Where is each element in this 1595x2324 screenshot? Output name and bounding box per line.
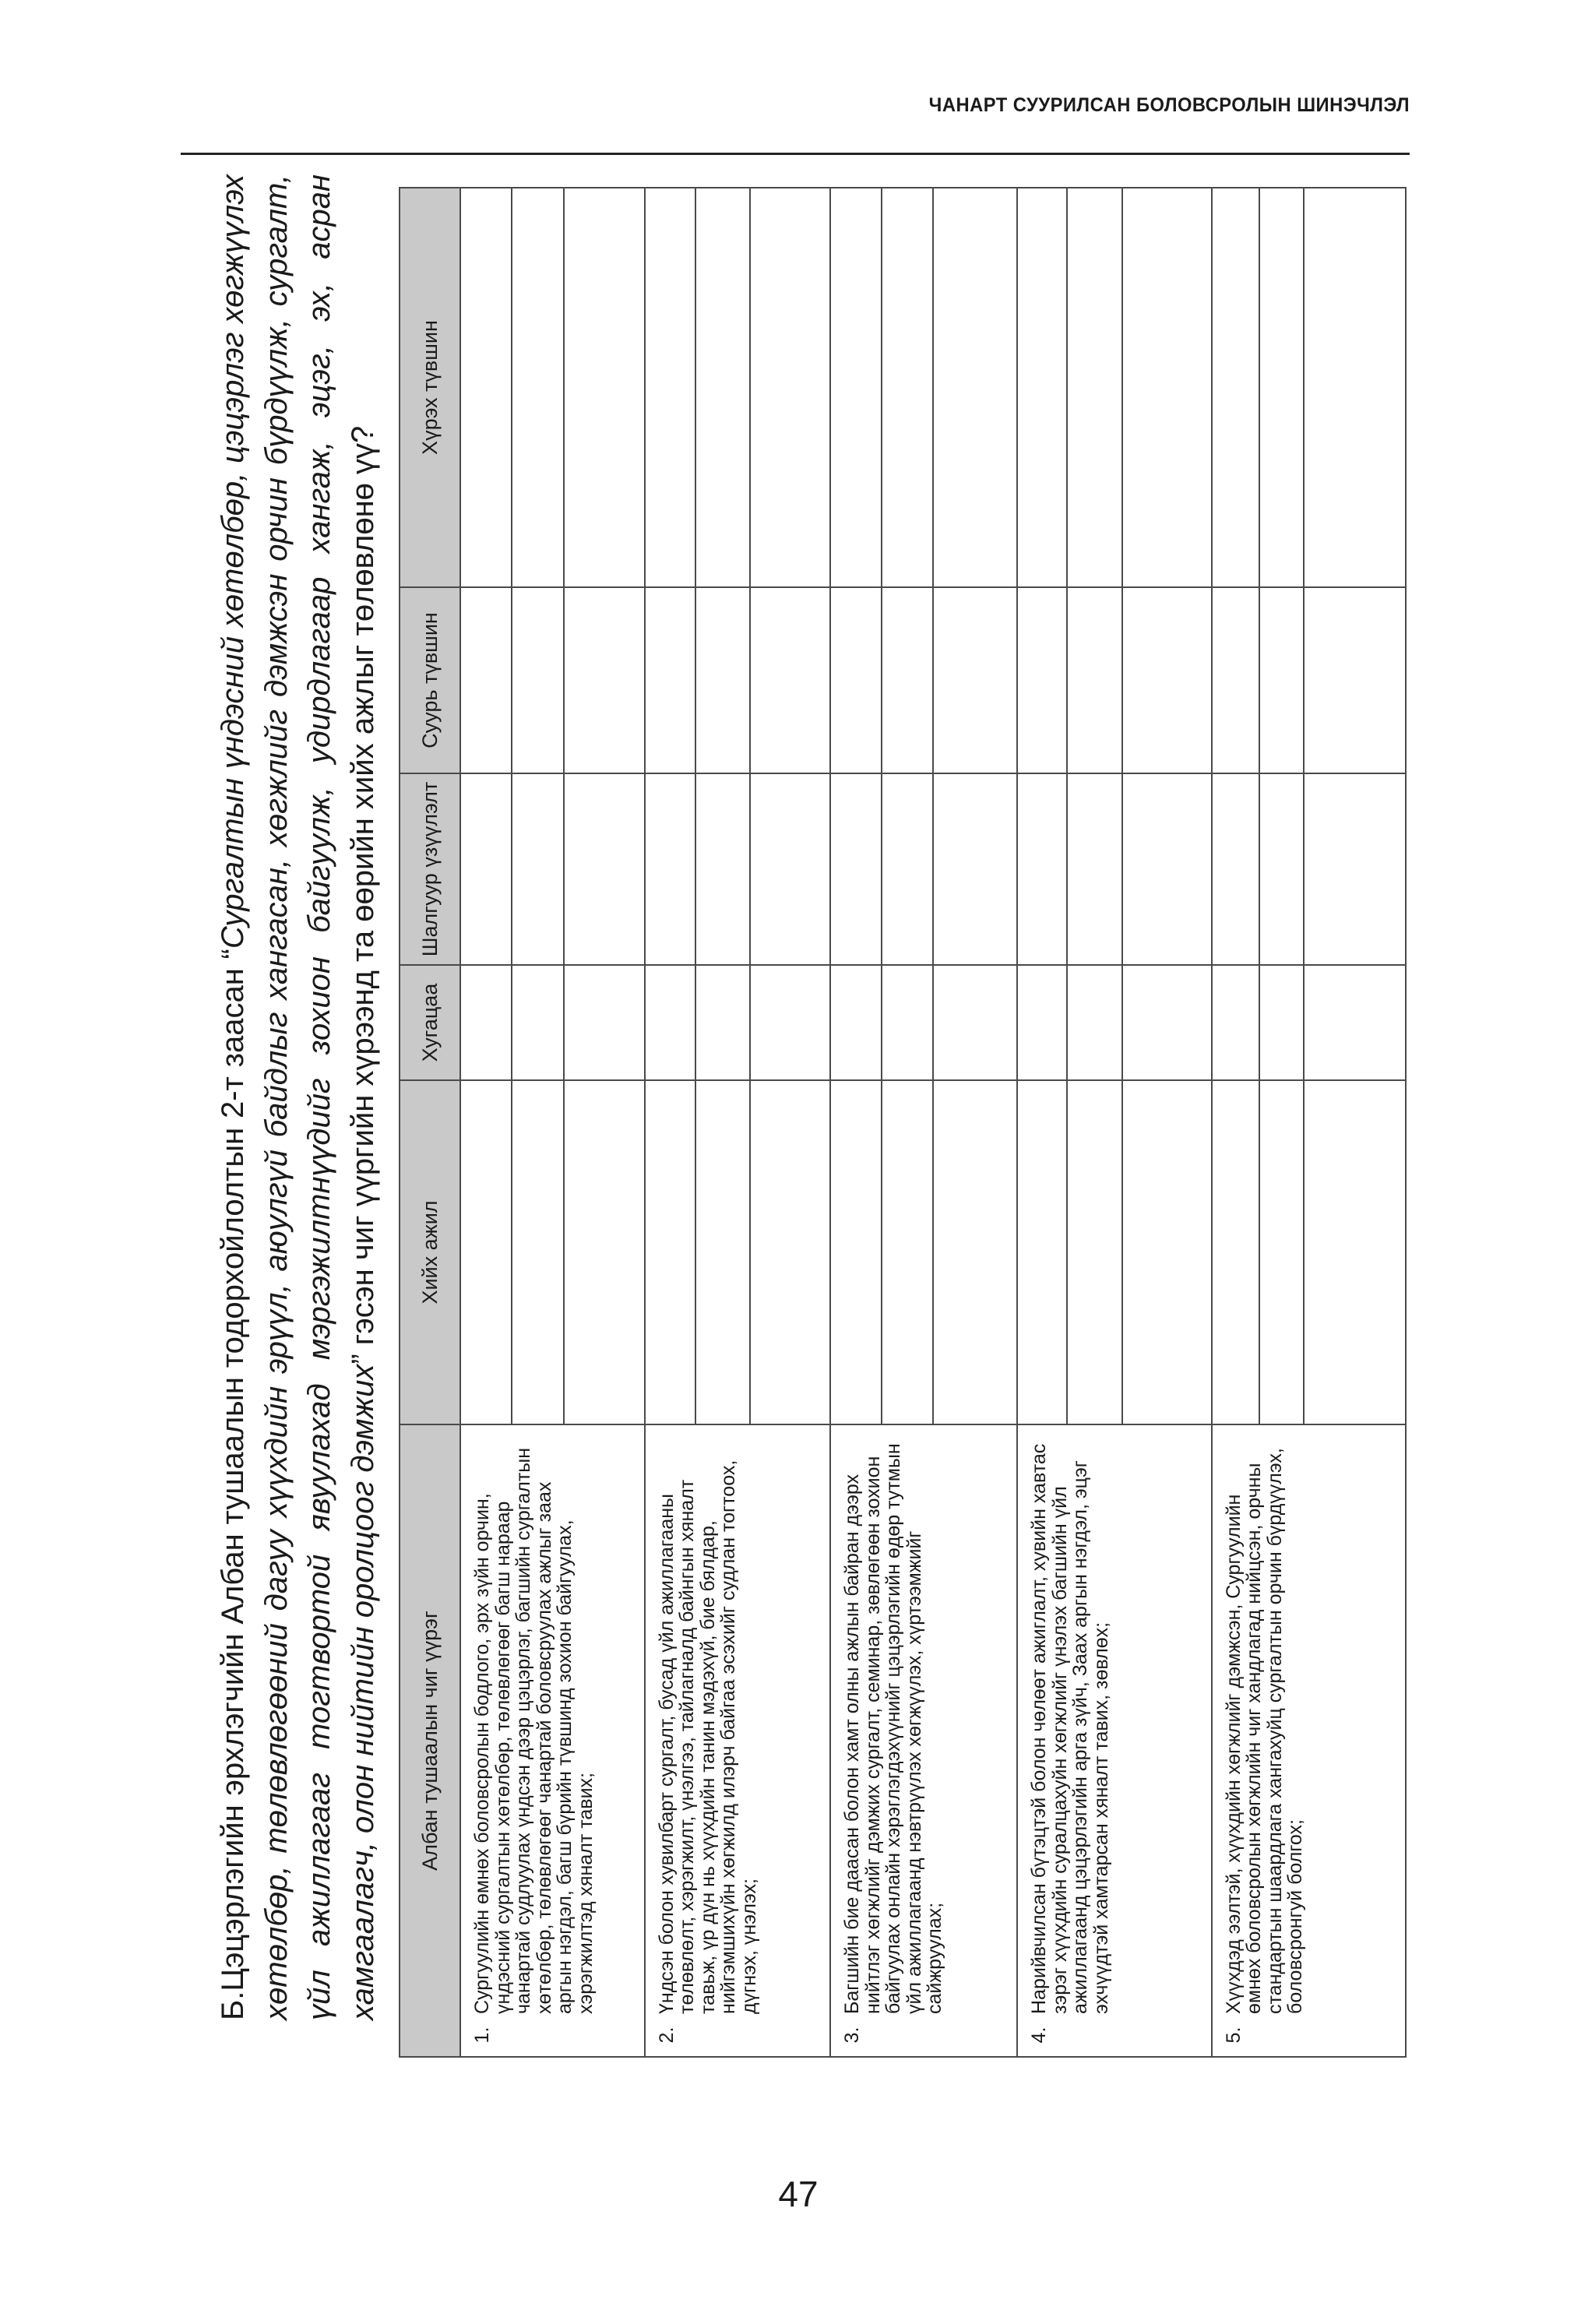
table-row <box>645 188 696 2057</box>
work-cell[interactable] <box>645 1080 696 1424</box>
criteria-cell[interactable] <box>564 773 645 965</box>
table-header-row <box>400 188 460 2057</box>
criteria-cell[interactable] <box>1212 773 1259 965</box>
criteria-cell[interactable] <box>1122 773 1211 965</box>
duty-number: 3. <box>841 2026 864 2044</box>
base-level-cell[interactable] <box>750 587 831 773</box>
target-level-cell[interactable] <box>933 188 1017 587</box>
table-row <box>460 188 512 2057</box>
criteria-cell[interactable] <box>882 773 933 965</box>
criteria-cell[interactable] <box>1259 773 1305 965</box>
criteria-cell[interactable] <box>695 773 749 965</box>
work-cell[interactable] <box>750 1080 831 1424</box>
deadline-cell[interactable] <box>1212 965 1259 1080</box>
running-head: ЧАНАРТ СУУРИЛСАН БОЛОВСРОЛЫН ШИНЭЧЛЭЛ <box>928 94 1410 116</box>
target-level-cell[interactable] <box>1259 188 1305 587</box>
base-level-cell[interactable] <box>1017 587 1066 773</box>
work-cell[interactable] <box>564 1080 645 1424</box>
header-work: Хийх ажил <box>400 1080 460 1424</box>
work-cell[interactable] <box>512 1080 564 1424</box>
deadline-cell[interactable] <box>750 965 831 1080</box>
base-level-cell[interactable] <box>830 587 882 773</box>
criteria-cell[interactable] <box>645 773 696 965</box>
criteria-cell[interactable] <box>1067 773 1123 965</box>
table-body <box>460 188 1406 2057</box>
target-level-cell[interactable] <box>695 188 749 587</box>
base-level-cell[interactable] <box>1067 587 1123 773</box>
page-number: 47 <box>778 2174 819 2214</box>
criteria-cell[interactable] <box>1017 773 1066 965</box>
header-duty: Албан тушаалын чиг үүрэг <box>400 1424 460 2057</box>
deadline-cell[interactable] <box>830 965 882 1080</box>
deadline-cell[interactable] <box>933 965 1017 1080</box>
duty-cell <box>460 1424 645 2057</box>
target-level-cell[interactable] <box>1212 188 1259 587</box>
base-level-cell[interactable] <box>1259 587 1305 773</box>
deadline-cell[interactable] <box>564 965 645 1080</box>
work-cell[interactable] <box>460 1080 512 1424</box>
intro-paragraph <box>212 174 385 2020</box>
base-level-cell[interactable] <box>933 587 1017 773</box>
intro-tail: ” гэсэн чиг үүргийн хүрээнд та өөрийн хийх ажлыг төлөвлөнө үү? <box>345 425 380 1364</box>
criteria-cell[interactable] <box>1304 773 1406 965</box>
criteria-cell[interactable] <box>830 773 882 965</box>
header-criteria: Шалгуур үзүүлэлт <box>400 773 460 965</box>
work-cell[interactable] <box>933 1080 1017 1424</box>
deadline-cell[interactable] <box>1067 965 1123 1080</box>
header-target-level: Хүрэх түвшин <box>400 188 460 587</box>
duty-number: 4. <box>1028 2026 1051 2044</box>
duty-number: 5. <box>1222 2026 1245 2044</box>
planning-table <box>399 187 1407 2058</box>
base-level-cell[interactable] <box>512 587 564 773</box>
target-level-cell[interactable] <box>1304 188 1406 587</box>
deadline-cell[interactable] <box>1304 965 1406 1080</box>
duty-cell <box>1017 1424 1211 2057</box>
duty-cell <box>645 1424 831 2057</box>
duty-number: 2. <box>655 2026 678 2044</box>
work-cell[interactable] <box>1304 1080 1406 1424</box>
target-level-cell[interactable] <box>1017 188 1066 587</box>
duty-text: Хүүхдэд ээлтэй, хүүхдийн хөгжлийг дэмжсэн, Сургуулийн өмнөх боловсролын хөгжлийн чиг хандлагад нийцсэн, орчны стандартын шаардлага хангахуйц сургалтын орчин бүрдүүлэх, боловсронгуй болгох; <box>1222 1448 1307 2014</box>
target-level-cell[interactable] <box>882 188 933 587</box>
work-cell[interactable] <box>882 1080 933 1424</box>
target-level-cell[interactable] <box>830 188 882 587</box>
duty-number: 1. <box>471 2026 493 2044</box>
work-cell[interactable] <box>1212 1080 1259 1424</box>
table-row <box>1017 188 1066 2057</box>
deadline-cell[interactable] <box>645 965 696 1080</box>
target-level-cell[interactable] <box>1122 188 1211 587</box>
deadline-cell[interactable] <box>1122 965 1211 1080</box>
intro-emphasis: Сургалтын үндэсний хөтөлбөр, цэцэрлэг хөгжүүлэх хөтөлбөр, төлөвлөгөөний дагуу хүүхдийн эрүүл, аюулгүй байдлыг хангасан, хөгжлийг дэмжсэн орчин бүрдүүлж, сургалт, үйл ажиллагааг тогтвортой явуулахад мэргэжилтнүүдийг зохион байгуулж, удирдлагаар хангаж, эцэг, эх, асран хамгаалагч, олон нийтийн оролцоог дэмжих <box>216 174 380 2020</box>
work-cell[interactable] <box>830 1080 882 1424</box>
work-cell[interactable] <box>1067 1080 1123 1424</box>
deadline-cell[interactable] <box>1017 965 1066 1080</box>
duty-cell <box>1212 1424 1406 2057</box>
deadline-cell[interactable] <box>460 965 512 1080</box>
criteria-cell[interactable] <box>933 773 1017 965</box>
base-level-cell[interactable] <box>1304 587 1406 773</box>
rotated-page-content <box>181 174 1410 2058</box>
header-rule <box>181 153 1410 155</box>
duty-cell <box>830 1424 1017 2057</box>
base-level-cell[interactable] <box>695 587 749 773</box>
work-cell[interactable] <box>695 1080 749 1424</box>
header-base-level: Суурь түвшин <box>400 587 460 773</box>
duty-text: Сургуулийн өмнөх боловсролын бодлого, эрх зүйн орчин, үндэсний сургалтын хөтөлбөр, төлөвлөгөөг багш нараар чанартай судлуулах үндсэн дээр цэцэрлэг, багшийн сургалтын хөтөлбөр, төлөвлөгөөг чанартай боловсруулах ажлыг заах аргын нэгдэл, багш бүрийн түвшинд зохион байгуулах, хэрэгжилтэд хяналт тавих; <box>471 1447 597 2014</box>
criteria-cell[interactable] <box>512 773 564 965</box>
intro-lead: Б.Цэцэрлэгийн эрхлэгчийн Албан тушаалын тодорхойлолтын 2-т заасан “ <box>216 949 250 2020</box>
duty-text: Нарийвчилсан бүтэцтэй болон чөлөөт ажиглалт, хувийн хавтас зэрэг хүүхдийн суралцахуйн хөгжлийг үнэлэх багшийн үйл ажиллагаанд цэцэрлэгийн арга зүйч, Заах аргын нэгдэл, эцэг эхчүүдтэй хамтарсан хяналт тавих, зөвлөх; <box>1028 1443 1112 2014</box>
deadline-cell[interactable] <box>695 965 749 1080</box>
base-level-cell[interactable] <box>1122 587 1211 773</box>
target-level-cell[interactable] <box>564 188 645 587</box>
deadline-cell[interactable] <box>1259 965 1305 1080</box>
deadline-cell[interactable] <box>512 965 564 1080</box>
work-cell[interactable] <box>1259 1080 1305 1424</box>
base-level-cell[interactable] <box>564 587 645 773</box>
duty-text: Үндсэн болон хувилбарт сургалт, бусад үйл ажиллагааны төлөвлөлт, хэрэгжилт, үнэлгээ, тайлагналд байнгын хяналт тавьж, үр дүн нь хүүхдийн танин мэдэхүй, бие бялдар, нийгэмшихүйн хөгжилд илэрч байгаа эсэхийг судлан тогтоох, дүгнэх, үнэлэх; <box>655 1460 760 2014</box>
base-level-cell[interactable] <box>882 587 933 773</box>
work-cell[interactable] <box>1017 1080 1066 1424</box>
header-deadline: Хугацаа <box>400 965 460 1080</box>
target-level-cell[interactable] <box>512 188 564 587</box>
table-row <box>1212 188 1259 2057</box>
criteria-cell[interactable] <box>460 773 512 965</box>
target-level-cell[interactable] <box>1067 188 1123 587</box>
target-level-cell[interactable] <box>750 188 831 587</box>
work-cell[interactable] <box>1122 1080 1211 1424</box>
duty-text: Багшийн бие даасан болон хамт олны ажлын байран дээрх нийтлэг хөгжлийг дэмжих сургалт, семинар, зөвлөгөөн зохион байгуулах онлайн хэрэглэгдэхүүнийг цэцэрлэгийн өдөр тутмын үйл ажиллагаанд нэвтрүүлэх хөгжүүлэх, хүртээмжийг сайжруулах; <box>841 1443 946 2014</box>
base-level-cell[interactable] <box>1212 587 1259 773</box>
table-row <box>830 188 882 2057</box>
target-level-cell[interactable] <box>645 188 696 587</box>
target-level-cell[interactable] <box>460 188 512 587</box>
base-level-cell[interactable] <box>460 587 512 773</box>
base-level-cell[interactable] <box>645 587 696 773</box>
criteria-cell[interactable] <box>750 773 831 965</box>
deadline-cell[interactable] <box>882 965 933 1080</box>
